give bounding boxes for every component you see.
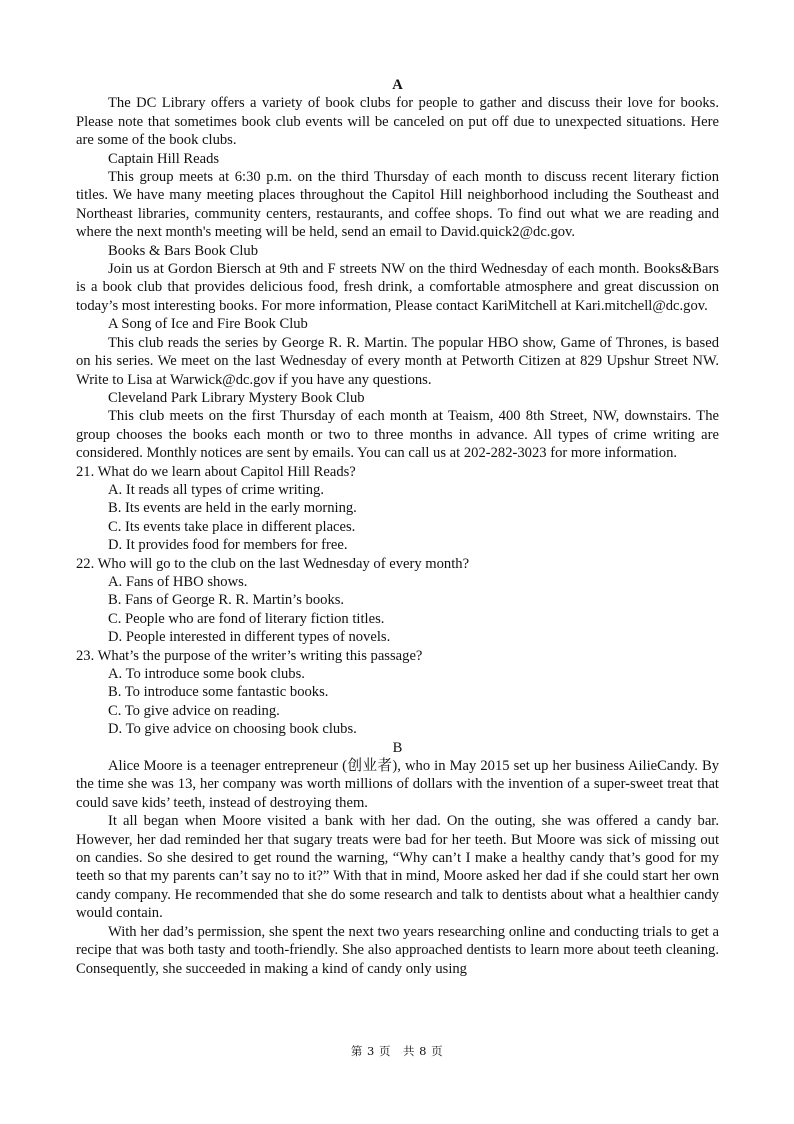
club-heading: A Song of Ice and Fire Book Club xyxy=(108,316,308,333)
section-b-label: B xyxy=(392,739,403,756)
answer-option: C. Its events take place in different places. xyxy=(108,518,356,535)
answer-option: D. People interested in different types of novels. xyxy=(108,629,391,646)
answer-option: B. To introduce some fantastic books. xyxy=(108,684,329,701)
passage-paragraph: With her dad’s permission, she spent the next two years researching online and conducting trials to get a recipe that was both tasty and tooth-friendly. She also approached dentists to learn more about teeth cleaning. Consequently, she succeeded in making a kind of candy only using xyxy=(76,923,719,977)
document-page xyxy=(76,76,719,978)
answer-option: C. People who are fond of literary fiction titles. xyxy=(108,610,385,627)
answer-option: D. It provides food for members for free. xyxy=(108,537,348,554)
question-stem: 22. Who will go to the club on the last Wednesday of every month? xyxy=(76,555,470,572)
answer-option: B. Its events are held in the early morning. xyxy=(108,500,357,517)
answer-option: D. To give advice on choosing book clubs. xyxy=(108,721,357,738)
answer-option: A. Fans of HBO shows. xyxy=(108,573,248,590)
page-footer: 第 3 页 共 8 页 xyxy=(350,1044,444,1058)
club-description: This club meets on the first Thursday of each month at Teaism, 400 8th Street, NW, downstairs. The group chooses the books each month or two to three months in advance. All types of crime writing are considered. Monthly notices are sent by emails. You can call us at 202-282-3023 for more information. xyxy=(76,408,719,462)
question-stem: 23. What’s the purpose of the writer’s writing this passage? xyxy=(76,647,423,664)
club-heading: Books & Bars Book Club xyxy=(108,242,259,259)
intro-paragraph: The DC Library offers a variety of book clubs for people to gather and discuss their love for books. Please note that sometimes book club events will be canceled on put off due to unexpected situations. Here are some of the book clubs. xyxy=(76,95,719,149)
answer-option: A. It reads all types of crime writing. xyxy=(108,481,325,498)
answer-option: C. To give advice on reading. xyxy=(108,702,280,719)
answer-option: B. Fans of George R. R. Martin’s books. xyxy=(108,592,345,609)
club-description: This club reads the series by George R. R. Martin. The popular HBO show, Game of Thrones, is based on his series. We meet on the last Wednesday of every month at Petworth Citizen at 829 Upshur Street NW. Write to Lisa at Warwick@dc.gov if you have any questions. xyxy=(76,334,719,388)
section-a-label: A xyxy=(392,77,403,93)
club-description: Join us at Gordon Biersch at 9th and F streets NW on the third Wednesday of each month. Books&Bars is a book club that provides delicious food, fresh drink, a comfortable atmosphere and great discussion on today’s most interesting books. For more information, Please contact KariMitchell at Kari.mitchell@dc.gov. xyxy=(76,261,719,314)
passage-paragraph: It all began when Moore visited a bank with her dad. On the outing, she was offered a candy bar. However, her dad reminded her that sugary treats were bad for her teeth. But Moore was sick of missing out on candies. So she desired to get round the warning, “Why can’t I make a healthy candy that’s good for my teeth so that my parents can’t say no to it?” With that in mind, Moore asked her dad if she could start her own candy company. He recommended that she do some research and talk to dentists about what a healthier candy would contain. xyxy=(76,813,719,922)
club-heading: Cleveland Park Library Mystery Book Club xyxy=(108,389,365,406)
answer-option: A. To introduce some book clubs. xyxy=(108,666,305,682)
passage-paragraph: Alice Moore is a teenager entrepreneur (创业者), who in May 2015 set up her business AilieCandy. By the time she was 13, her company was worth millions of dollars with the invention of a super-sweet treat that could save kids’ teeth, instead of destroying them. xyxy=(76,758,719,811)
club-description: This group meets at 6:30 p.m. on the third Thursday of each month to discuss recent literary fiction titles. We have many meeting places throughout the Capitol Hill neighborhood including the Southeast and Northeast libraries, community centers, restaurants, and coffee shops. To find out what we are reading and where the next month's meeting will be held, send an email to David.quick2@dc.gov. xyxy=(76,169,719,241)
club-heading: Captain Hill Reads xyxy=(108,150,220,167)
question-stem: 21. What do we learn about Capitol Hill Reads? xyxy=(76,463,356,480)
